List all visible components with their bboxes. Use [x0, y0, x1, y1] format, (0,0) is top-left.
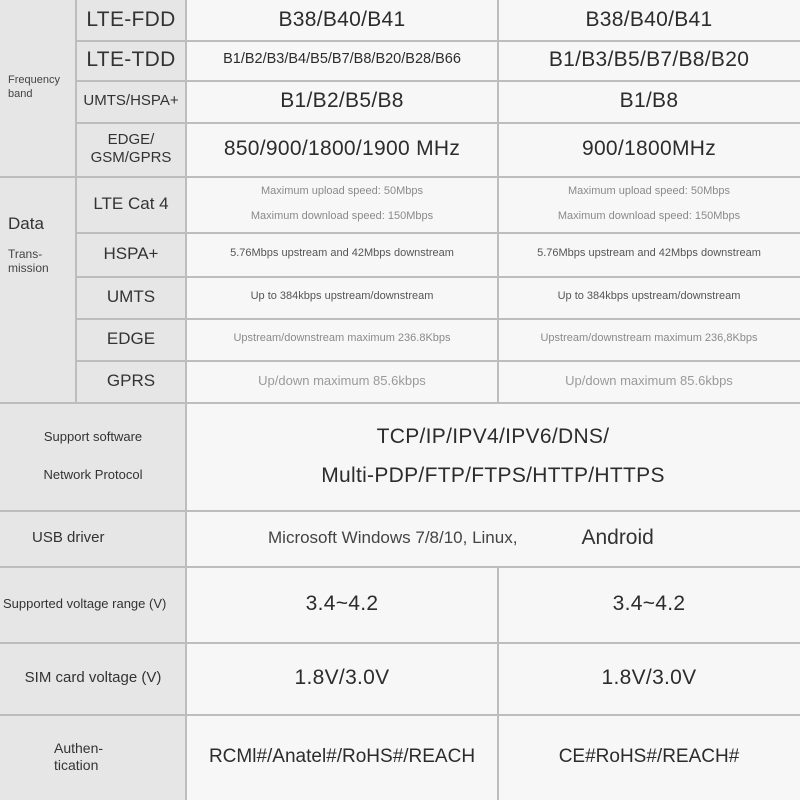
divider-v-col-bottom: [497, 566, 499, 800]
divider-h-12: [0, 642, 800, 644]
auth-label: Authen- tication: [0, 714, 186, 800]
auth-value-col2: CE#RoHS#/REACH#: [498, 714, 800, 800]
sim-value-col1: 1.8V/3.0V: [186, 642, 498, 714]
tx-label-edge: EDGE: [76, 318, 186, 360]
usb-value-android: Android: [581, 526, 654, 550]
voltage-label: Supported voltage range (V): [0, 566, 186, 642]
voltage-value-col1: 3.4~4.2: [186, 566, 498, 642]
voltage-value-col2: 3.4~4.2: [498, 566, 800, 642]
tx-label-umts: UMTS: [76, 276, 186, 318]
band-value-umts-col2: B1/B8: [498, 80, 800, 122]
group-label-data-transmission: [0, 176, 76, 402]
divider-v-label: [185, 0, 187, 800]
data-title: Data: [8, 214, 44, 233]
band-label-umts: UMTS/HSPA+: [76, 80, 186, 122]
band-value-lte-fdd-col1: B38/B40/B41: [186, 0, 498, 40]
tx-label-hspa: HSPA+: [76, 232, 186, 276]
band-label-lte-tdd: LTE-TDD: [76, 40, 186, 80]
usb-label: USB driver: [0, 510, 186, 566]
usb-value-os: Microsoft Windows 7/8/10, Linux,: [268, 527, 518, 547]
divider-h-6: [76, 276, 800, 278]
protocol-line1: TCP/IP/IPV4/IPV6/DNS/: [376, 424, 610, 448]
tx-label-gprs: GPRS: [76, 360, 186, 402]
tx-value-gprs-col1: Up/down maximum 85.6kbps: [186, 360, 498, 402]
protocol-label-a: Support software: [43, 429, 143, 445]
transmission-subtitle: Trans- mission: [8, 247, 49, 276]
divider-v-group: [75, 0, 77, 402]
tx-value-umts-col2: Up to 384kbps upstream/downstream: [498, 276, 800, 318]
tx-value-hspa-col1: 5.76Mbps upstream and 42Mbps downstream: [186, 232, 498, 276]
divider-h-5: [76, 232, 800, 234]
protocol-label: [0, 402, 186, 510]
divider-h-10: [0, 510, 800, 512]
band-value-lte-tdd-col2: B1/B3/B5/B7/B8/B20: [498, 40, 800, 80]
divider-h-9: [0, 402, 800, 404]
tx-value-edge-col2: Upstream/downstream maximum 236,8Kbps: [498, 318, 800, 360]
protocol-value: [186, 402, 800, 510]
band-value-edge-col2: 900/1800MHz: [498, 122, 800, 176]
divider-h-8: [76, 360, 800, 362]
tx-value-edge-col1: Upstream/downstream maximum 236.8Kbps: [186, 318, 498, 360]
usb-value: [186, 510, 800, 566]
band-label-edge-gsm: EDGE/ GSM/GPRS: [76, 122, 186, 176]
divider-h-7: [76, 318, 800, 320]
divider-h-1: [76, 40, 800, 42]
divider-h-2: [76, 80, 800, 82]
auth-value-col1: RCMl#/Anatel#/RoHS#/REACH: [186, 714, 498, 800]
tx-value-umts-col1: Up to 384kbps upstream/downstream: [186, 276, 498, 318]
band-label-lte-fdd: LTE-FDD: [76, 0, 186, 40]
band-value-edge-col1: 850/900/1800/1900 MHz: [186, 122, 498, 176]
protocol-label-b: Network Protocol: [43, 467, 143, 482]
tx-value-gprs-col2: Up/down maximum 85.6kbps: [498, 360, 800, 402]
sim-label: SIM card voltage (V): [0, 642, 186, 714]
tx-value-hspa-col2: 5.76Mbps upstream and 42Mbps downstream: [498, 232, 800, 276]
frequency-band-label: Frequency band: [8, 74, 60, 100]
band-value-lte-fdd-col2: B38/B40/B41: [498, 0, 800, 40]
divider-h-3: [76, 122, 800, 124]
divider-v-col-top: [497, 0, 499, 402]
tx-label-lte-cat4: LTE Cat 4: [76, 176, 186, 232]
band-value-umts-col1: B1/B2/B5/B8: [186, 80, 498, 122]
protocol-line2: Multi-PDP/FTP/FTPS/HTTP/HTTPS: [321, 464, 665, 487]
sim-value-col2: 1.8V/3.0V: [498, 642, 800, 714]
tx-value-lte-cat4-col2: Maximum upload speed: 50Mbps Maximum download speed: 150Mbps: [498, 176, 800, 232]
band-value-lte-tdd-col1: B1/B2/B3/B4/B5/B7/B8/B20/B28/B66: [186, 40, 498, 80]
divider-h-4: [0, 176, 800, 178]
divider-h-11: [0, 566, 800, 568]
group-label-frequency-band: [0, 0, 76, 176]
divider-h-13: [0, 714, 800, 716]
tx-value-lte-cat4-col1: Maximum upload speed: 50Mbps Maximum download speed: 150Mbps: [186, 176, 498, 232]
